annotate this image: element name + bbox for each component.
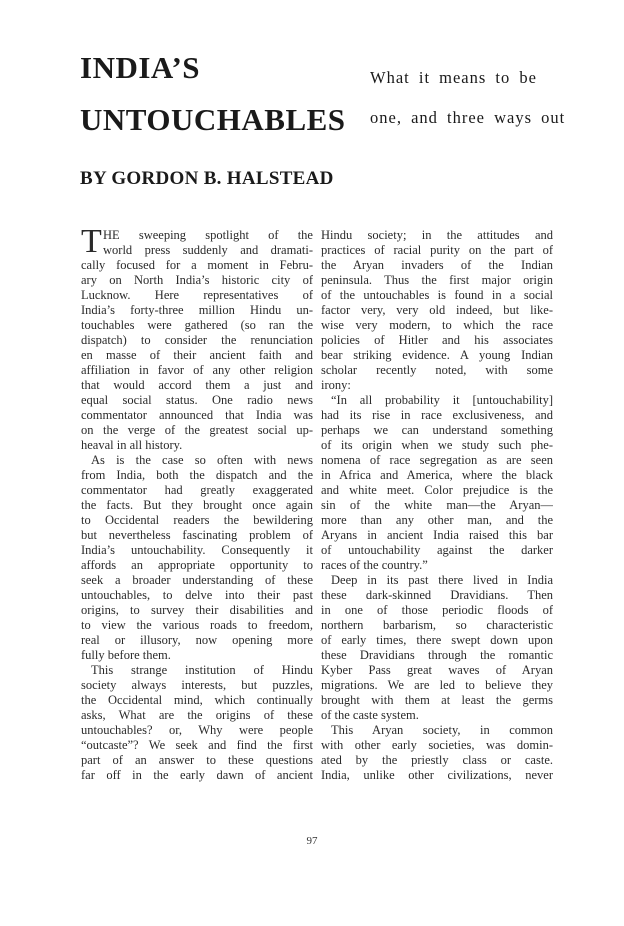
text-line: of untouchability against the darker	[321, 543, 553, 557]
text-line: practices of racial purity on the part of	[321, 243, 553, 257]
text-line: real or illusory, now opening more	[81, 633, 313, 647]
text-line: ary on North India’s historic city of	[81, 273, 313, 287]
text-line: fully before them.	[81, 648, 171, 662]
text-line: India, unlike other civilizations, never	[321, 768, 553, 782]
subtitle-line-2: one, and three ways out	[370, 108, 566, 127]
text-line: world press suddenly and dramati-	[103, 243, 313, 257]
text-line: of the untouchables is found in a social	[321, 288, 553, 302]
text-line: untouchables? or, Why were people	[81, 723, 313, 737]
text-line: equal social status. One radio news	[81, 393, 313, 407]
text-line: commentator announced that India was	[81, 408, 313, 422]
text-line: factor very, very old indeed, but like-	[321, 303, 553, 317]
text-line: of the caste system.	[321, 708, 419, 722]
text-line: HE sweeping spotlight of the	[103, 228, 313, 242]
text-line: Lucknow. Here representatives of	[81, 288, 313, 302]
text-line: northern barbarism, so characteristic	[321, 618, 553, 632]
text-line: Hindu society; in the attitudes and	[321, 228, 553, 242]
text-line: This Aryan society, in common	[331, 723, 553, 737]
text-line: the facts. But they brought once again	[81, 498, 313, 512]
text-line: peninsula. Thus the first major origin	[321, 273, 553, 287]
subtitle-line-1: What it means to be	[370, 68, 537, 87]
text-line: perhaps we can understand something	[321, 423, 553, 437]
text-line: with other early societies, was domin-	[321, 738, 553, 752]
text-line: part of an answer to these questions	[81, 753, 313, 767]
text-line: on the verge of the greatest social up-	[81, 423, 313, 437]
text-line: touchables were gathered (so ran the	[81, 318, 313, 332]
text-line: heaval in all history.	[81, 438, 183, 452]
text-line: nomena of race segregation as are seen	[321, 453, 553, 467]
text-line: had its rise in race exclusiveness, and	[321, 408, 553, 422]
body-column-left	[81, 223, 313, 783]
text-line: far off in the early dawn of ancient	[81, 768, 313, 782]
text-line: “outcaste”? We seek and find the first	[81, 738, 313, 752]
drop-cap: T	[81, 223, 102, 260]
text-line: and white meet. Color prejudice is the	[321, 483, 553, 497]
text-line: As is the case so often with news	[91, 453, 313, 467]
text-line: Aryans in ancient India raised this bar	[321, 528, 553, 542]
text-line: migrations. We are led to believe they	[321, 678, 553, 692]
text-line: more than any other man, and the	[321, 513, 553, 527]
text-line: untouchables, to delve into their past	[81, 588, 313, 602]
text-line: cally focused for a moment in Febru-	[81, 258, 313, 272]
page-number: 97	[306, 835, 318, 847]
text-line: sin of the white man—the Aryan—	[321, 498, 553, 512]
byline: BY GORDON B. HALSTEAD	[80, 168, 334, 189]
text-line: dispatch) to consider the renunciation	[81, 333, 313, 347]
article-title-line-2: UNTOUCHABLES	[80, 102, 346, 137]
text-line: Deep in its past there lived in India	[331, 573, 553, 587]
text-line: asks, What are the origins of these	[81, 708, 313, 722]
text-line: wise very modern, to which the race	[321, 318, 553, 332]
text-line: these dark-skinned Dravidians. Then	[321, 588, 553, 602]
text-line: “In all probability it [untouchability]	[331, 393, 553, 407]
text-line: en masse of their ancient faith and	[81, 348, 313, 362]
text-line: the Aryan invaders of the Indian	[321, 258, 553, 272]
text-line: to Occidental readers the bewildering	[81, 513, 313, 527]
text-line: of early times, there swept down upon	[321, 633, 553, 647]
text-line: bear striking evidence. A young Indian	[321, 348, 553, 362]
text-line: policies of Hitler and his associates	[321, 333, 553, 347]
drop-cap-row	[81, 223, 313, 260]
article-title-line-1: INDIA’S	[80, 50, 201, 85]
text-line: scholar recently noted, with some	[321, 363, 553, 377]
text-line: that would accord them a just and	[81, 378, 313, 392]
text-line: in one of those periodic floods of	[321, 603, 553, 617]
body-column-right	[321, 228, 553, 783]
text-line: origins, to survey their disabilities and	[81, 603, 313, 617]
text-line: India’s forty-three million Hindu un-	[81, 303, 313, 317]
text-line: seek a broader understanding of these	[81, 573, 313, 587]
text-line: This strange institution of Hindu	[91, 663, 313, 677]
text-line: commentator had greatly exaggerated	[81, 483, 313, 497]
text-line: in Africa and America, where the black	[321, 468, 553, 482]
text-line: from India, both the dispatch and the	[81, 468, 313, 482]
text-line: affiliation in favor of any other religion	[81, 363, 313, 377]
text-line: races of the country.”	[321, 558, 428, 572]
text-line: these Dravidians through the romantic	[321, 648, 553, 662]
text-line: society always interests, but puzzles,	[81, 678, 313, 692]
text-line: the Occidental mind, which continually	[81, 693, 313, 707]
text-line: to view the various roads to freedom,	[81, 618, 313, 632]
text-line: of its origin when we study such phe-	[321, 438, 553, 452]
text-line: irony:	[321, 378, 351, 392]
text-line: affords an appropriate opportunity to	[81, 558, 313, 572]
text-line: brought with them at least the germs	[321, 693, 553, 707]
text-line: ated by the priestly class or caste.	[321, 753, 553, 767]
text-line: but nevertheless fascinating problem of	[81, 528, 313, 542]
text-line: India’s untouchability. Consequently it	[81, 543, 313, 557]
text-line: Kyber Pass great waves of Aryan	[321, 663, 553, 677]
